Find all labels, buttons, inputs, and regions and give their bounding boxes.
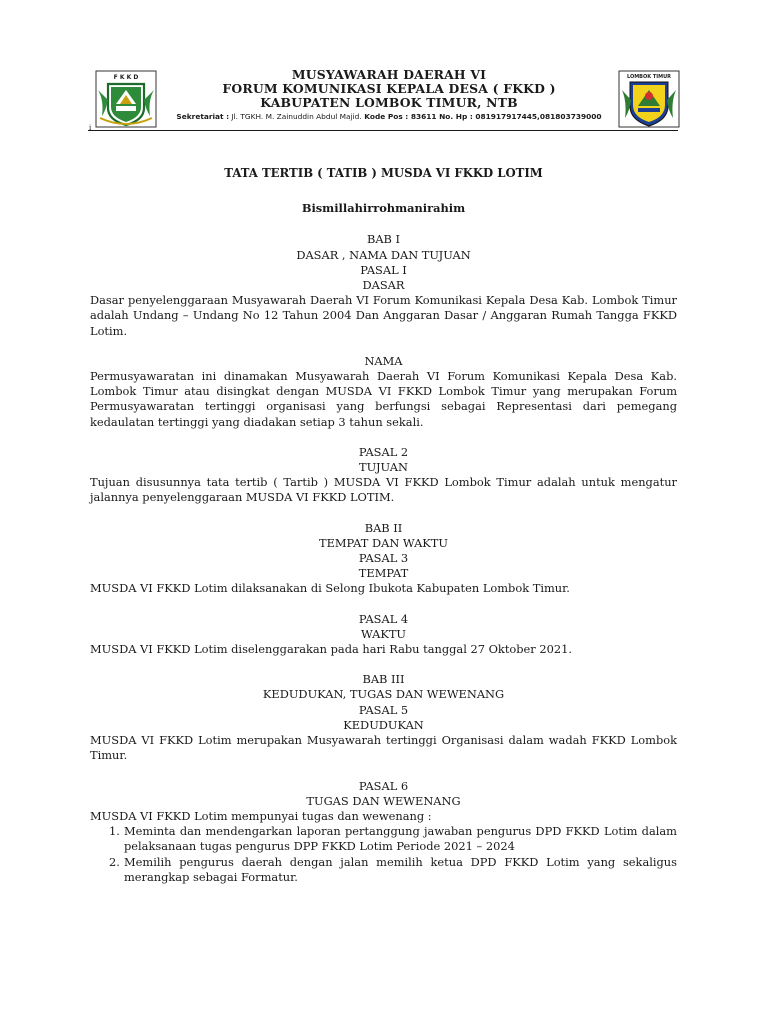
list-item	[90, 855, 677, 885]
fkkd-logo	[90, 70, 162, 128]
letterhead-rule	[88, 130, 678, 131]
pasal2-heading: PASAL 2	[358, 444, 409, 459]
lombok-timur-logo-text: LOMBOK TIMUR	[626, 74, 672, 80]
secretariat-postcode-phone: Kode Pos : 83611 No. Hp : 081917917445,081803739000	[361, 112, 602, 121]
letterhead-line-1: MUSYAWARAH DAERAH VI	[291, 67, 487, 82]
pasal5-heading: PASAL 5	[358, 702, 409, 717]
bab1-title: DASAR , NAMA DAN TUJUAN	[296, 247, 471, 262]
tempat-paragraph: MUSDA VI FKKD Lotim dilaksanakan di Selong Ibukota Kabupaten Lombok Timur.	[90, 581, 570, 596]
secretariat-line	[164, 111, 614, 123]
kedudukan-paragraph: MUSDA VI FKKD Lotim merupakan Musyawarah tertinggi Organisasi dalam wadah FKKD Lombok Timur.	[90, 733, 677, 763]
lombok-timur-logo	[618, 70, 680, 128]
secretariat-label: Sekretariat :	[176, 112, 230, 121]
letterhead-line-2: FORUM KOMUNIKASI KEPALA DESA ( FKKD )	[222, 81, 556, 96]
bab3-title: KEDUDUKAN, TUGAS DAN WEWENANG	[262, 687, 505, 702]
list-item	[90, 824, 677, 854]
nama-heading: NAMA	[364, 353, 403, 368]
waktu-heading: WAKTU	[360, 626, 407, 641]
pasal4-heading: PASAL 4	[358, 611, 409, 626]
letterhead-text	[164, 68, 614, 123]
letterhead-line-3: KABUPATEN LOMBOK TIMUR, NTB	[260, 95, 518, 110]
kedudukan-heading: KEDUDUKAN	[343, 717, 424, 732]
bab2-title: TEMPAT DAN WAKTU	[318, 535, 449, 550]
document-body	[90, 166, 677, 885]
list-item-number: 2.	[109, 854, 120, 869]
list-item-text: Memilih pengurus daerah dengan jalan memilih ketua DPD FKKD Lotim yang sekaligus merangkap sebagai Formatur.	[124, 854, 677, 884]
bab3-heading: BAB III	[362, 672, 405, 687]
secretariat-address: Jl. TGKH. M. Zainuddin Abdul Majid.	[229, 112, 362, 121]
pasal1-heading: PASAL I	[360, 262, 407, 277]
pasal3-heading: PASAL 3	[358, 551, 409, 566]
bab1-heading: BAB I	[366, 232, 401, 247]
margin-mark: i	[89, 124, 92, 132]
tujuan-heading: TUJUAN	[359, 460, 408, 475]
tugas-intro: MUSDA VI FKKD Lotim mempunyai tugas dan wewenang :	[90, 808, 432, 823]
nama-paragraph: Permusyawaratan ini dinamakan Musyawarah Daerah VI Forum Komunikasi Kepala Desa Kab. Lombok Timur atau disingkat dengan MUSDA VI FKKD Lombok Timur yang merupakan Forum Permusyawaratan tertinggi organisasi yang berfungsi sebagai Representasi dari pemegang kedaulatan tertinggi yang diadakan setiap 3 tahun sekali.	[90, 369, 677, 429]
dasar-paragraph: Dasar penyelenggaraan Musyawarah Daerah VI Forum Komunikasi Kepala Desa Kab. Lombok Timur adalah Undang – Undang No 12 Tahun 2004 Dan Anggaran Dasar / Anggaran Rumah Tangga FKKD Lotim.	[90, 293, 677, 338]
fkkd-logo-text: F K K D	[113, 74, 139, 81]
tempat-heading: TEMPAT	[358, 566, 409, 581]
tujuan-paragraph: Tujuan disusunnya tata tertib ( Tartib ) MUSDA VI FKKD Lombok Timur adalah untuk mengatur jalannya penyelenggaraan MUSDA VI FKKD LOTIM.	[90, 475, 677, 505]
tugas-list	[90, 824, 677, 885]
list-item-number: 1.	[109, 824, 120, 839]
list-item-text: Meminta dan mendengarkan laporan pertanggung jawaban pengurus DPD FKKD Lotim dalam pelaksanaan tugas pengurus DPP FKKD Lotim Periode 2021 – 2024	[124, 824, 677, 854]
letterhead	[90, 68, 680, 130]
waktu-paragraph: MUSDA VI FKKD Lotim diselenggarakan pada hari Rabu tanggal 27 Oktober 2021.	[90, 642, 572, 657]
pasal6-heading: PASAL 6	[358, 778, 409, 793]
opening-phrase: Bismillahirrohmanirahim	[301, 201, 466, 216]
document-title: TATA TERTIB ( TATIB ) MUSDA VI FKKD LOTIM	[224, 166, 543, 180]
dasar-heading: DASAR	[362, 278, 405, 293]
tugas-heading: TUGAS DAN WEWENANG	[306, 793, 461, 808]
bab2-heading: BAB II	[364, 520, 403, 535]
